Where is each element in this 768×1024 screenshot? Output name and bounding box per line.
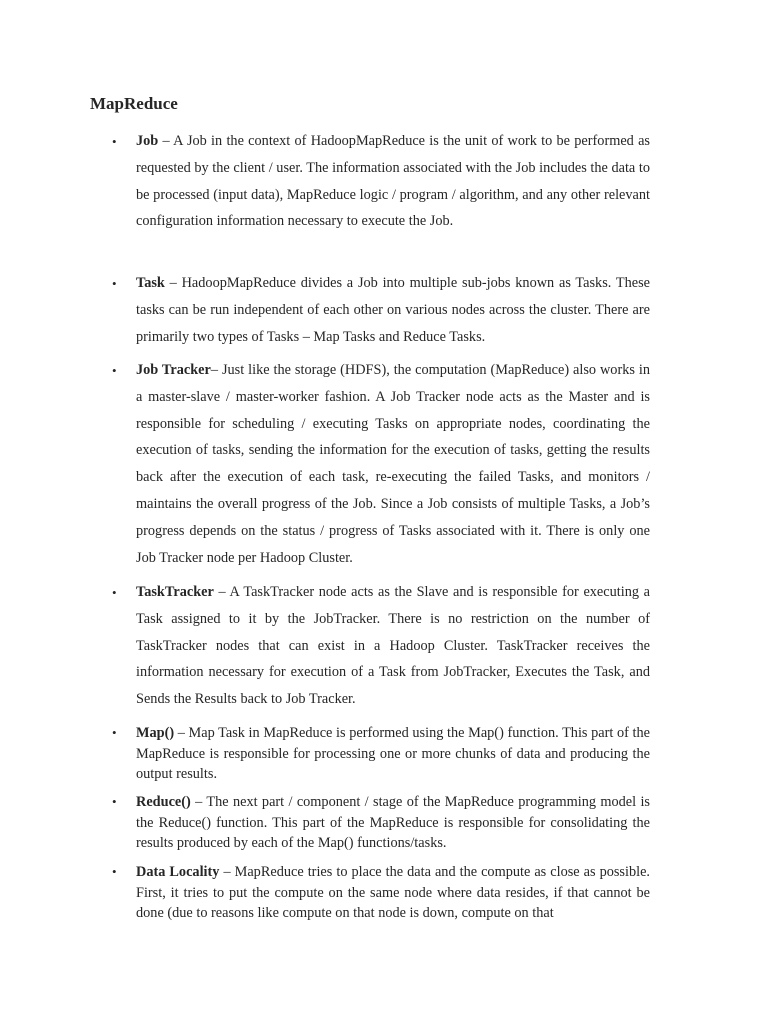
- bullet-icon: •: [112, 134, 117, 149]
- bullet-icon: •: [112, 276, 117, 291]
- term-label: Data Locality: [136, 864, 220, 880]
- term-separator: –: [213, 584, 230, 600]
- term-description: Just like the storage (HDFS), the computation (MapReduce) also works in a master-slave / master-worker fashion. A Job Tracker node acts as the Master and is responsible for scheduling / executing Tasks on appropriate nodes, coordinating the execution of tasks, sending the information for the execution of tasks, getting the results back after the execution of each task, re-executing the failed Tasks, and monitors / maintains the overall progress of the Job. Since a Job consists of multiple Tasks, a Job’s progress depends on the status / progress of Tasks associated with it. There is only one Job Tracker node per Hadoop Cluster.: [136, 362, 650, 566]
- term-separator: –: [210, 362, 222, 378]
- term-label: Task: [136, 275, 165, 291]
- term-description: HadoopMapReduce divides a Job into multiple sub-jobs known as Tasks. These tasks can be run independent of each other on various nodes across the cluster. There are primarily two types of Tasks – Map Tasks and Reduce Tasks.: [136, 275, 650, 345]
- term-label: TaskTracker: [136, 584, 214, 600]
- term-separator: –: [190, 794, 207, 810]
- term-description: MapReduce tries to place the data and the compute as close as possible. First, it tries to put the compute on the same node where data resides, if that cannot be done (due to reasons like compute on that node is down, compute on that: [136, 864, 651, 922]
- term-label: Job: [136, 133, 159, 149]
- term-separator: –: [164, 275, 182, 291]
- term-description: The next part / component / stage of the MapReduce programming model is the Reduce() function. This part of the MapReduce is responsible for consolidating the results produced by each of the Map() functions/tasks.: [136, 794, 650, 852]
- list-item-text: [136, 128, 650, 235]
- term-description: A TaskTracker node acts as the Slave and is responsible for executing a Task assigned to it by the JobTracker. There is no restriction on the number of TaskTracker nodes that can exist in a Hadoop Cluster. TaskTracker receives the information necessary for execution of a Task from JobTracker, Executes the Task, and Sends the Results back to Job Tracker.: [136, 584, 650, 708]
- bullet-icon: •: [112, 864, 117, 879]
- term-separator: –: [219, 864, 235, 880]
- bullet-icon: •: [112, 585, 117, 600]
- term-label: Reduce(): [136, 794, 191, 810]
- list-item-text: [136, 270, 650, 350]
- list-item-text: [136, 579, 650, 713]
- term-label: Map(): [136, 725, 175, 741]
- term-separator: –: [174, 725, 189, 741]
- term-description: Map Task in MapReduce is performed using the Map() function. This part of the MapReduce is responsible for processing one or more chunks of data and producing the output results.: [136, 725, 650, 783]
- bullet-icon: •: [112, 363, 117, 378]
- term-label: Job Tracker: [136, 362, 211, 378]
- list-item-text: [136, 357, 650, 571]
- list-item-text: [136, 862, 650, 924]
- list-item-text: [136, 792, 650, 854]
- page-title: MapReduce: [90, 94, 178, 113]
- term-description: A Job in the context of HadoopMapReduce is the unit of work to be performed as requested by the client / user. The information associated with the Job includes the data to be processed (input data), MapReduce logic / program / algorithm, and any other relevant configuration information necessary to execute the Job.: [136, 133, 650, 230]
- term-separator: –: [158, 133, 174, 149]
- list-item-text: [136, 723, 650, 785]
- bullet-icon: •: [112, 725, 117, 740]
- bullet-icon: •: [112, 794, 117, 809]
